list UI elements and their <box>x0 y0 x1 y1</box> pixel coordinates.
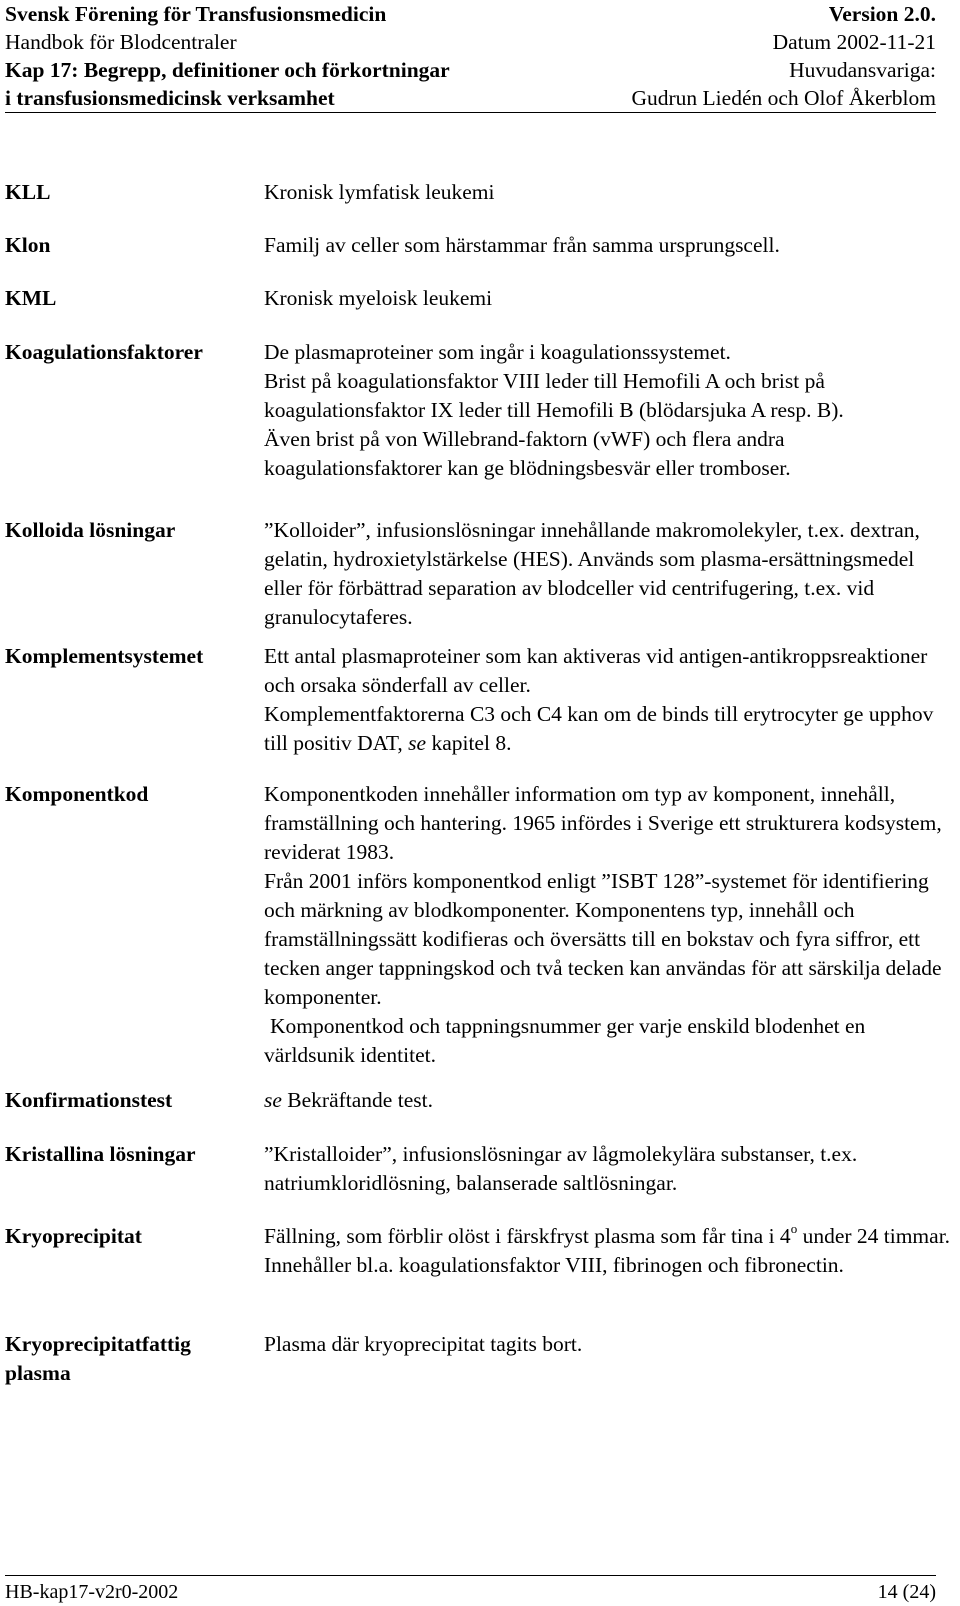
definition-text: Komponentkod och tappningsnummer ger varje enskild blodenhet en världsunik identitet. <box>264 1014 866 1067</box>
definition-koagulationsfaktorer <box>264 338 954 483</box>
definition-kryoprecipitat <box>264 1222 954 1280</box>
date: Datum 2002-11-21 <box>772 30 936 54</box>
definition-text <box>264 1222 954 1280</box>
definition-text <box>264 700 954 758</box>
page-number: 14 (24) <box>877 1581 936 1603</box>
definition-kml <box>264 284 954 313</box>
definition-text: Familj av celler som härstammar från samma ursprungscell. <box>264 233 780 257</box>
see-reference: se <box>264 1088 282 1112</box>
responsible-label: Huvudansvariga: <box>789 58 936 82</box>
definition-text-part: Fällning, som förblir olöst i färskfryst plasma som får tina i 4 <box>264 1224 791 1248</box>
chapter-subtitle: i transfusionsmedicinsk verksamhet <box>5 86 335 110</box>
handbook-title: Handbok för Blodcentraler <box>5 30 237 54</box>
term-klon: Klon <box>5 233 51 257</box>
header-row-1 <box>5 0 936 28</box>
term-komplementsystemet: Komplementsystemet <box>5 644 204 668</box>
definition-text: ”Kolloider”, infusionslösningar innehållande makromolekyler, t.ex. dextran, gelatin, hydroxietylstärkelse (HES). Används som plasma-ersättningsmedel eller för förbättrad separation av blodceller vid centrifugering, t.ex. vid granulocytaferes. <box>264 518 920 629</box>
definition-text-part: under 24 timmar. Innehåller bl.a. koagulationsfaktor VIII, fibrinogen och fibronectin. <box>264 1224 951 1277</box>
term-kryoprecipitatfattig-plasma: Kryoprecipitatfattig plasma <box>5 1332 191 1385</box>
responsible-names: Gudrun Liedén och Olof Åkerblom <box>631 86 936 110</box>
page-header <box>5 0 936 113</box>
definition-text: ”Kristalloider”, infusionslösningar av lågmolekylära substanser, t.ex. natriumkloridlösning, balanserade saltlösningar. <box>264 1142 858 1195</box>
term-kll: KLL <box>5 180 51 204</box>
term-kml: KML <box>5 286 57 310</box>
definition-konfirmationstest <box>264 1086 954 1115</box>
definition-text: Ett antal plasmaproteiner som kan aktiveras vid antigen-antikroppsreaktioner och orsaka sönderfall av celler. <box>264 644 928 697</box>
term-kolloida-losningar: Kolloida lösningar <box>5 518 176 542</box>
society-name: Svensk Förening för Transfusionsmedicin <box>5 2 387 26</box>
definition-kolloida-losningar <box>264 516 954 632</box>
term-kryoprecipitat: Kryoprecipitat <box>5 1224 142 1248</box>
definition-text: Komponentkoden innehåller information om typ av komponent, innehåll, framställning och hantering. 1965 infördes i Sverige ett strukturera kodsystem, reviderat 1983. <box>264 782 942 864</box>
definition-komponentkod <box>264 780 954 1070</box>
definition-text: Från 2001 införs komponentkod enligt ”ISBT 128”-systemet för identifiering och märkning av blodkomponenter. Komponentens typ, innehåll och framställningssätt kodifieras och översätts till en bokstav och fyra siffror, ett tecken anger tappningskod och två tecken kan användas för att särskilja delade komponenter. <box>264 869 942 1009</box>
page-footer <box>5 1575 936 1606</box>
chapter-title: Kap 17: Begrepp, definitioner och förkortningar <box>5 58 450 82</box>
header-row-4 <box>5 84 936 112</box>
term-konfirmationstest: Konfirmationstest <box>5 1088 173 1112</box>
version: Version 2.0. <box>828 2 936 26</box>
definition-text <box>264 1086 954 1115</box>
definition-kll <box>264 178 954 207</box>
term-koagulationsfaktorer: Koagulationsfaktorer <box>5 340 203 364</box>
term-kristallina-losningar: Kristallina lösningar <box>5 1142 196 1166</box>
definition-text-part: kapitel 8. <box>431 731 512 755</box>
definition-text: Plasma där kryoprecipitat tagits bort. <box>264 1332 583 1356</box>
header-row-3 <box>5 56 936 84</box>
definition-text: Även brist på von Willebrand-faktorn (vWF) och flera andra koagulationsfaktorer kan ge blödningsbesvär eller tromboser. <box>264 427 791 480</box>
definition-text: Kronisk myeloisk leukemi <box>264 286 493 310</box>
document-id: HB-kap17-v2r0-2002 <box>5 1581 179 1603</box>
definition-text: Brist på koagulationsfaktor VIII leder till Hemofili A och brist på koagulationsfaktor IX leder till Hemofili B (blödarsjuka A resp. B). <box>264 369 844 422</box>
definition-text: Kronisk lymfatisk leukemi <box>264 180 495 204</box>
header-row-2 <box>5 28 936 56</box>
definition-kristallina-losningar <box>264 1140 954 1198</box>
see-reference: se <box>408 731 427 755</box>
definition-kryoprecipitatfattig-plasma <box>264 1330 954 1359</box>
definition-text: De plasmaproteiner som ingår i koagulationssystemet. <box>264 340 731 364</box>
definition-text-part: Bekräftande test. <box>287 1088 433 1112</box>
definition-komplementsystemet <box>264 642 954 758</box>
term-komponentkod: Komponentkod <box>5 782 149 806</box>
definition-text-part: Komplementfaktorerna C3 och C4 kan om de binds till erytrocyter ge upphov till positiv DAT, <box>264 702 934 755</box>
degree-superscript: o <box>790 1220 798 1236</box>
definition-klon <box>264 231 954 260</box>
